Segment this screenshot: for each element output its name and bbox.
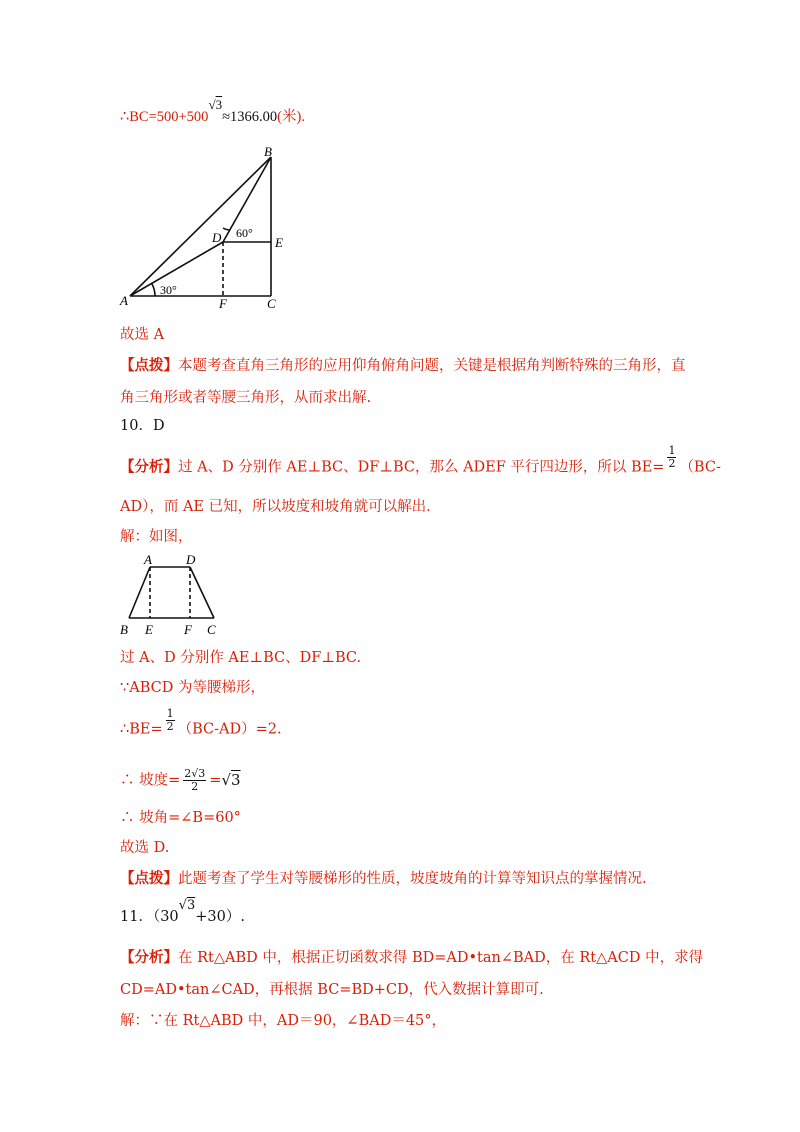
q10-tip	[120, 869, 647, 889]
q9-answer: 故选 A	[120, 327, 165, 343]
q10-label-d: D	[186, 552, 196, 567]
q10-answer: 故选 D.	[120, 840, 170, 856]
q10-label-e: E	[145, 622, 153, 637]
q10-step3-prefix: ∴BE=	[120, 721, 163, 738]
q9-label-c: C	[267, 296, 276, 311]
q10-label-f: F	[184, 622, 192, 637]
q9-label-a: A	[120, 293, 128, 308]
q10-step3-tail: （BC-AD）=2.	[177, 721, 282, 738]
q9-tip-text1: 本题考查直角三角形的应用仰角俯角问题，关键是根据角判断特殊的三角形，直	[178, 358, 686, 374]
q10-label-a: A	[144, 552, 152, 567]
q11-analysis-text: 在 Rt△ABD 中，根据正切函数求得 BD=AD•tan∠BAD，在 Rt△ACD 中，求得	[178, 950, 704, 966]
q9-result-prefix: ∴BC=500+500	[120, 109, 209, 125]
q10-heading: 10．D	[120, 418, 165, 434]
q10-analysis-tag: 【分析】	[120, 458, 178, 476]
q10-step4-fraction: $\frac{2√3}{2}$	[184, 767, 206, 793]
q9-tip-line1	[120, 356, 686, 376]
q11-analysis-line1	[120, 948, 703, 968]
q10-tip-tag: 【点拨】	[120, 870, 178, 887]
q11-heading-prefix: 11．（30	[120, 909, 179, 925]
q10-analysis-text: 过 A、D 分别作 AE⊥BC、DF⊥BC，那么 ADEF 平行四边形，所以 BE=	[178, 459, 665, 476]
q10-analysis-line1	[120, 444, 721, 480]
q10-step3-fraction: $\frac{1}{2}$	[166, 707, 174, 733]
q11-analysis-tag: 【分析】	[120, 949, 178, 966]
q9-result-sqrt: √3	[208, 97, 223, 112]
q9-result-unit: (米).	[277, 109, 305, 125]
q10-tip-text: 此题考查了学生对等腰梯形的性质，坡度坡角的计算等知识点的掌握情况.	[178, 871, 647, 887]
q10-step5: ∴ 坡角=∠B=60°	[120, 810, 241, 826]
q9-label-e: E	[275, 235, 283, 250]
q10-step4-eq: =	[209, 772, 222, 789]
q11-solution: 解：∵在 Rt△ABD 中，AD＝90，∠BAD＝45°，	[120, 1013, 447, 1029]
q10-step4-prefix: ∴ 坡度=	[120, 772, 181, 789]
q10-half-fraction: $\frac{1}{2}$	[668, 444, 676, 470]
q11-analysis-line2: CD=AD•tan∠CAD，再根据 BC=BD+CD，代入数据计算即可.	[120, 982, 544, 998]
q9-tip-tag: 【点拨】	[120, 357, 178, 374]
q10-step4-sqrt: √3	[221, 770, 241, 789]
q10-solution-intro: 解：如图，	[120, 529, 193, 545]
q9-tip-line2: 角三角形或者等腰三角形，从而求出解.	[120, 390, 372, 406]
q9-result-line	[120, 97, 305, 127]
q9-angle-60: 60°	[236, 226, 253, 240]
q9-angle-30: 30°	[160, 283, 177, 297]
q9-triangle-figure	[118, 143, 298, 313]
q11-heading-sqrt: √3	[178, 898, 196, 913]
q9-label-f: F	[219, 296, 227, 311]
q10-step4	[120, 768, 241, 793]
q10-step1: 过 A、D 分别作 AE⊥BC、DF⊥BC.	[120, 650, 362, 666]
q10-step2: ∵ABCD 为等腰梯形，	[120, 680, 265, 696]
q10-label-b: B	[120, 622, 128, 637]
q9-label-b: B	[264, 144, 272, 159]
q9-result-value: ≈1366.00	[222, 109, 278, 125]
q10-label-c: C	[207, 622, 216, 637]
q11-heading	[120, 898, 245, 928]
q10-trapezoid-figure	[116, 550, 226, 640]
q9-label-d: D	[212, 230, 222, 245]
q11-heading-tail: +30）.	[195, 909, 245, 925]
q10-analysis-tail: （BC-	[679, 459, 721, 476]
q10-step3	[120, 707, 282, 742]
q10-analysis-line2: AD），而 AE 已知，所以坡度和坡角就可以解出.	[120, 499, 431, 515]
